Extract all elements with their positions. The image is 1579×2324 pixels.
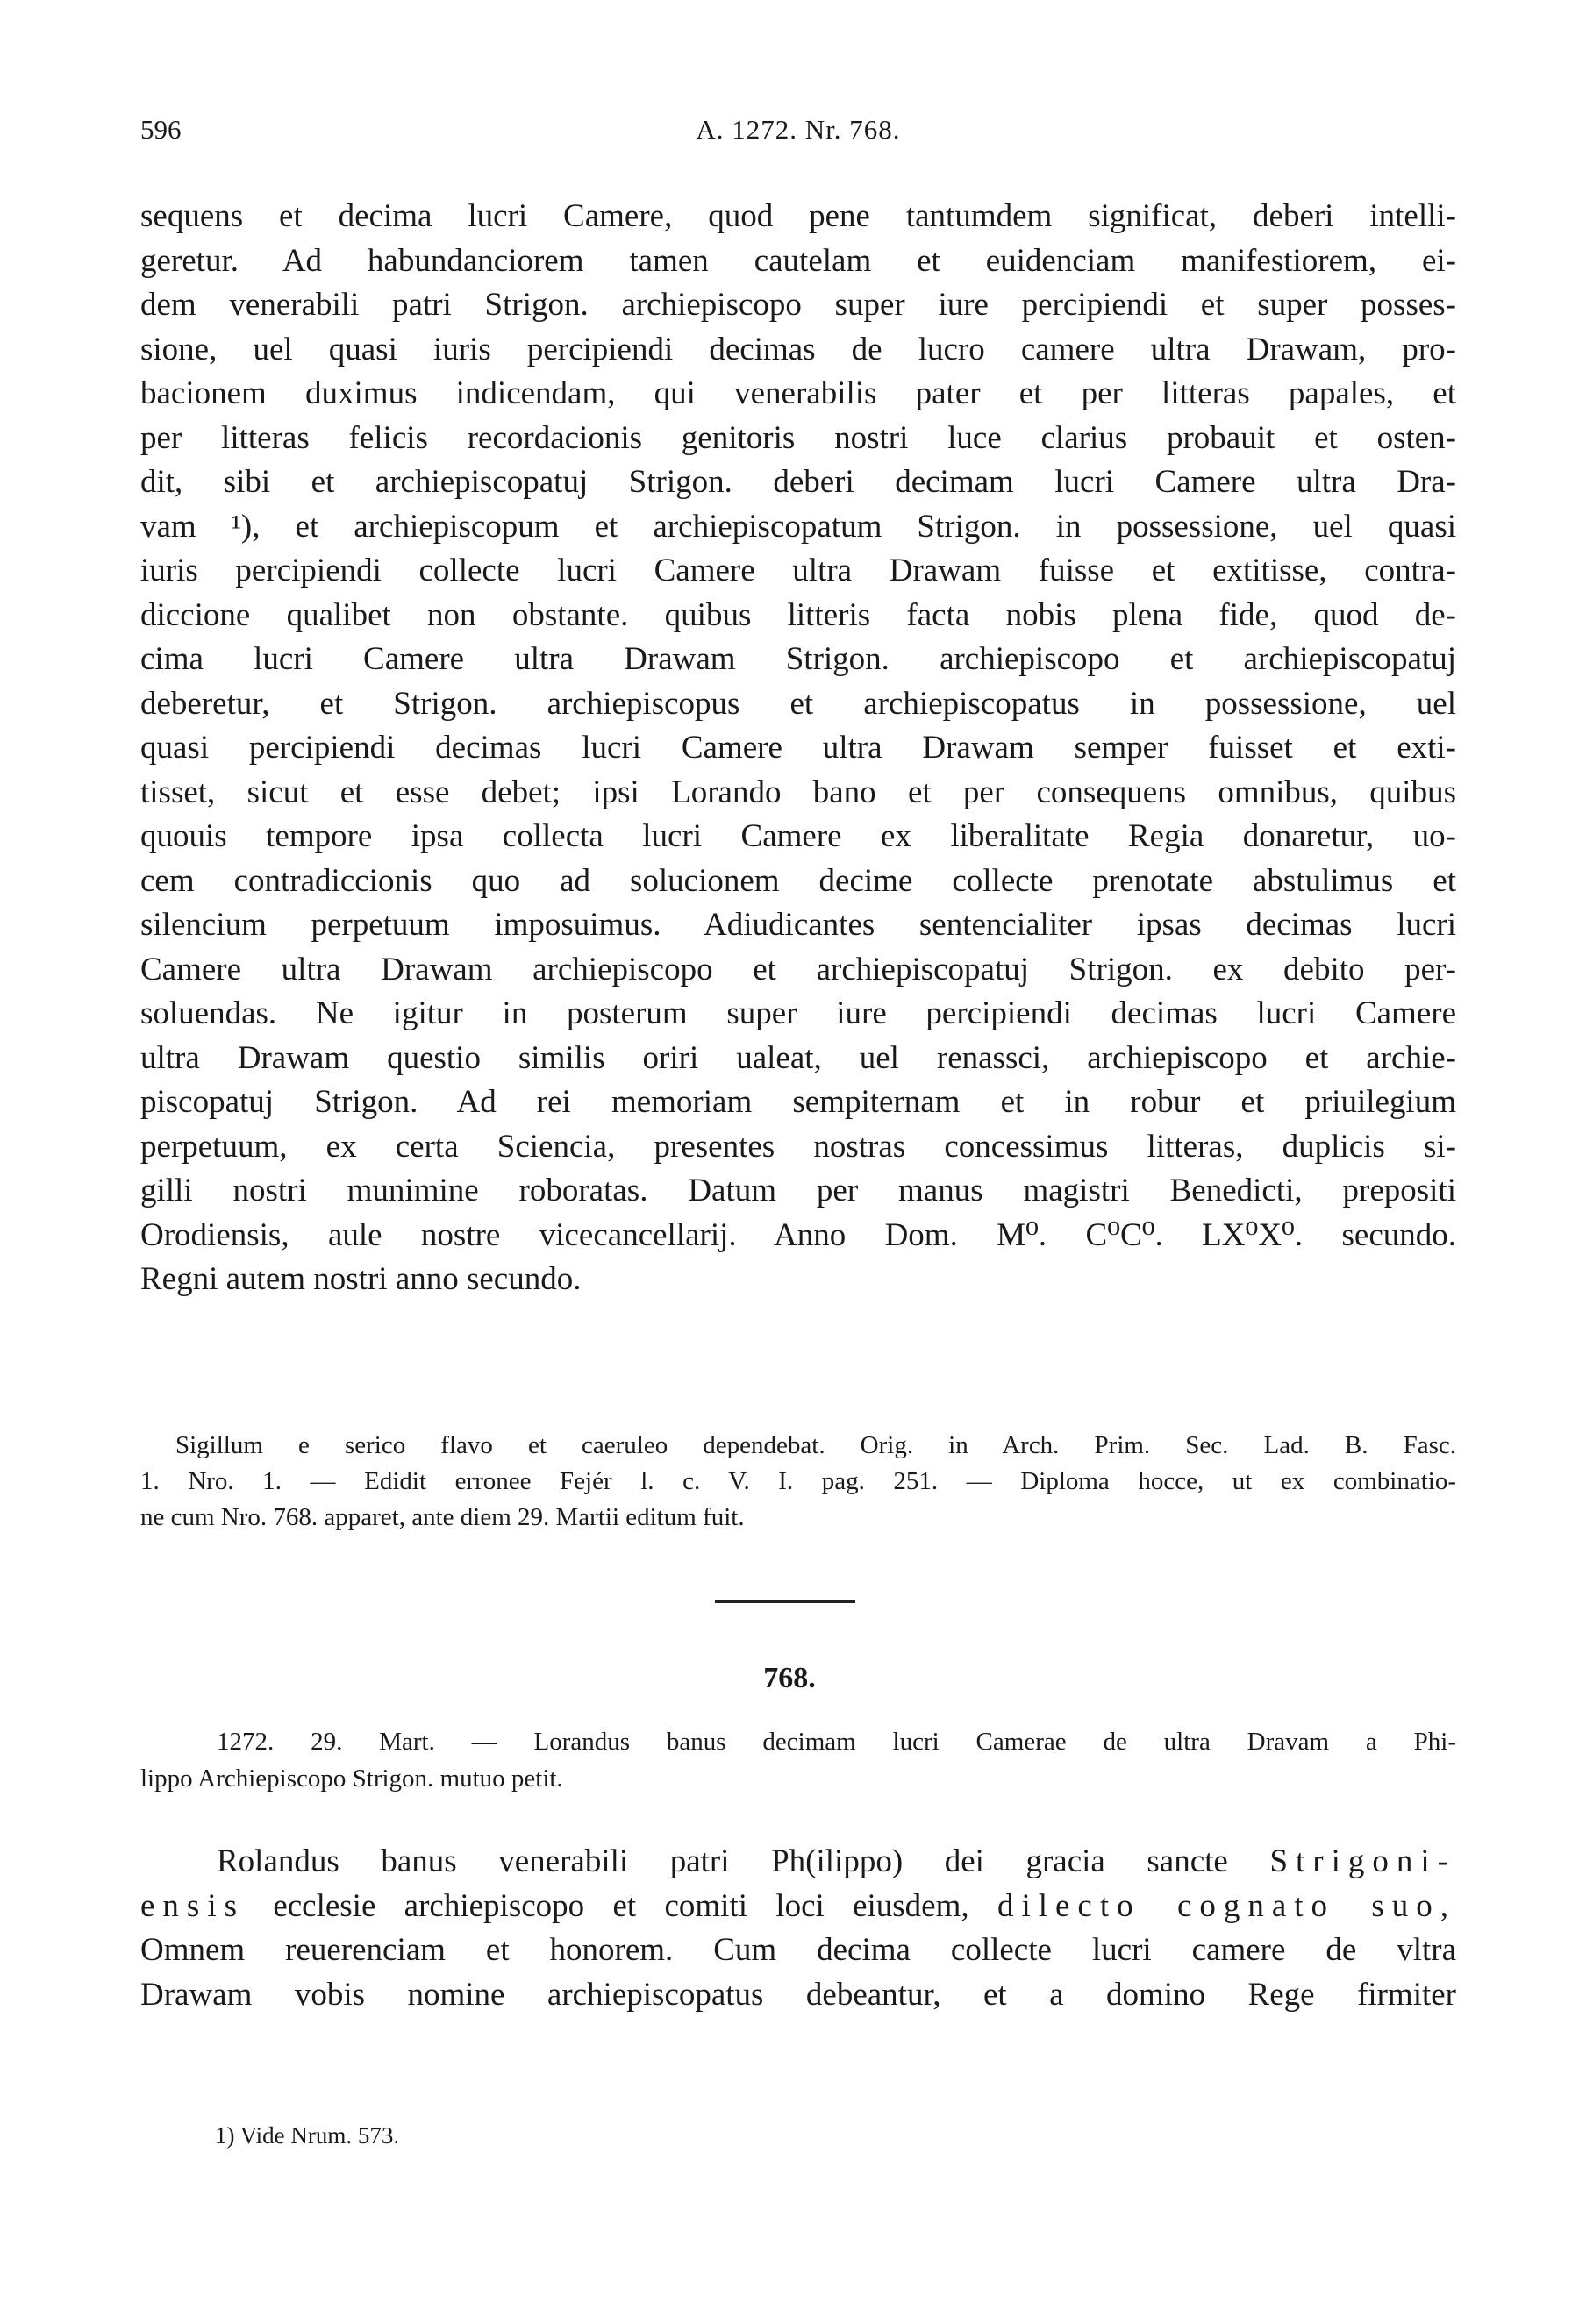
text-line: sione, uel quasi iuris percipiendi decimas de lucro camere ultra Drawam, pro- [140, 331, 1456, 367]
text-line: per litteras felicis recordacionis genitoris nostri luce clarius probauit et osten- [140, 419, 1456, 456]
text-line: cima lucri Camere ultra Drawam Strigon. archiepiscopo et archiepiscopatuj [140, 641, 1456, 677]
text-line: dem venerabili patri Strigon. archiepiscopo super iure percipiendi et super posses- [140, 287, 1456, 323]
text-line: sequens et decima lucri Camere, quod pene tantumdem significat, deberi intelli- [140, 198, 1456, 234]
letter-text [140, 1840, 1456, 2017]
letter-line: Drawam vobis nomine archiepiscopatus debeantur, et a domino Rege firmiter [140, 1976, 1456, 2013]
text-line: quasi percipiendi decimas lucri Camere ultra Drawam semper fuisset et exti- [140, 730, 1456, 766]
text-line: piscopatuj Strigon. Ad rei memoriam sempiternam et in robur et priuilegium [140, 1084, 1456, 1120]
text-line: Regni autem nostri anno secundo. [140, 1261, 582, 1297]
text-line: Orodiensis, aule nostre vicecancellarij. Anno Dom. M⁰. C⁰C⁰. LX⁰X⁰. secundo. [140, 1216, 1456, 1253]
letter-line: Omnem reuerenciam et honorem. Cum decima collecte lucri camere de vltra [140, 1932, 1456, 1968]
section-divider [715, 1600, 855, 1603]
letter-line: ensis ecclesie archiepiscopo et comiti loci eiusdem, dilecto cognato suo, [140, 1887, 1456, 1924]
note-line: Sigillum e serico flavo et caeruleo dependebat. Orig. in Arch. Prim. Sec. Lad. B. Fasc. [175, 1431, 1456, 1459]
archival-note [140, 1428, 1456, 1536]
letter-line: Rolandus banus venerabili patri Ph(ilippo) dei gracia sancte Strigoni- [217, 1843, 1456, 1879]
text-line: ultra Drawam questio similis oriri ualeat, uel renassci, archiepiscopo et archie- [140, 1039, 1456, 1076]
text-line: iuris percipiendi collecte lucri Camere ultra Drawam fuisse et extitisse, contra- [140, 552, 1456, 588]
running-title: A. 1272. Nr. 768. [696, 114, 901, 145]
text-line: gilli nostri munimine roboratas. Datum per manus magistri Benedicti, prepositi [140, 1173, 1456, 1208]
document-number: 768. [763, 1662, 816, 1694]
text-line: geretur. Ad habundanciorem tamen cautelam et euidenciam manifestiorem, ei- [140, 242, 1456, 279]
text-line: dit, sibi et archiepiscopatuj Strigon. deberi decimam lucri Camere ultra Dra- [140, 464, 1456, 500]
text-line: tisset, sicut et esse debet; ipsi Lorando bano et per consequens omnibus, quibus [140, 773, 1456, 810]
text-line: cem contradiccionis quo ad solucionem decime collecte prenotate abstulimus et [140, 862, 1456, 899]
page-number: 596 [140, 114, 182, 145]
text-line: soluendas. Ne igitur in posterum super iure percipiendi decimas lucri Camere [140, 995, 1456, 1031]
main-text [140, 195, 1456, 1302]
note-line: 1. Nro. 1. — Edidit erronee Fejér l. c. V. I. pag. 251. — Diploma hocce, ut ex combinatio- [140, 1467, 1456, 1495]
text-line: vam ¹), et archiepiscopum et archiepiscopatum Strigon. in possessione, uel quasi [140, 508, 1456, 545]
note-line: ne cum Nro. 768. apparet, ante diem 29. Martii editum fuit. [140, 1503, 745, 1531]
regest-line: lippo Archiepiscopo Strigon. mutuo petit. [140, 1764, 563, 1793]
page-header [140, 114, 1456, 149]
footnote: 1) Vide Nrum. 573. [215, 2122, 400, 2149]
text-line: bacionem duximus indicendam, qui venerabilis pater et per litteras papales, et [140, 375, 1456, 411]
text-line: silencium perpetuum imposuimus. Adiudicantes sentencialiter ipsas decimas lucri [140, 907, 1456, 943]
text-line: perpetuum, ex certa Sciencia, presentes nostras concessimus litteras, duplicis si- [140, 1128, 1456, 1165]
regest [140, 1723, 1456, 1797]
text-line: diccione qualibet non obstante. quibus litteris facta nobis plena fide, quod de- [140, 596, 1456, 633]
text-line: deberetur, et Strigon. archiepiscopus et archiepiscopatus in possessione, uel [140, 685, 1456, 722]
regest-line: 1272. 29. Mart. — Lorandus banus decimam lucri Camerae de ultra Dravam a Phi- [217, 1728, 1456, 1756]
text-line: Camere ultra Drawam archiepiscopo et archiepiscopatuj Strigon. ex debito per- [140, 951, 1456, 987]
text-line: quouis tempore ipsa collecta lucri Camere ex liberalitate Regia donaretur, uo- [140, 818, 1456, 854]
